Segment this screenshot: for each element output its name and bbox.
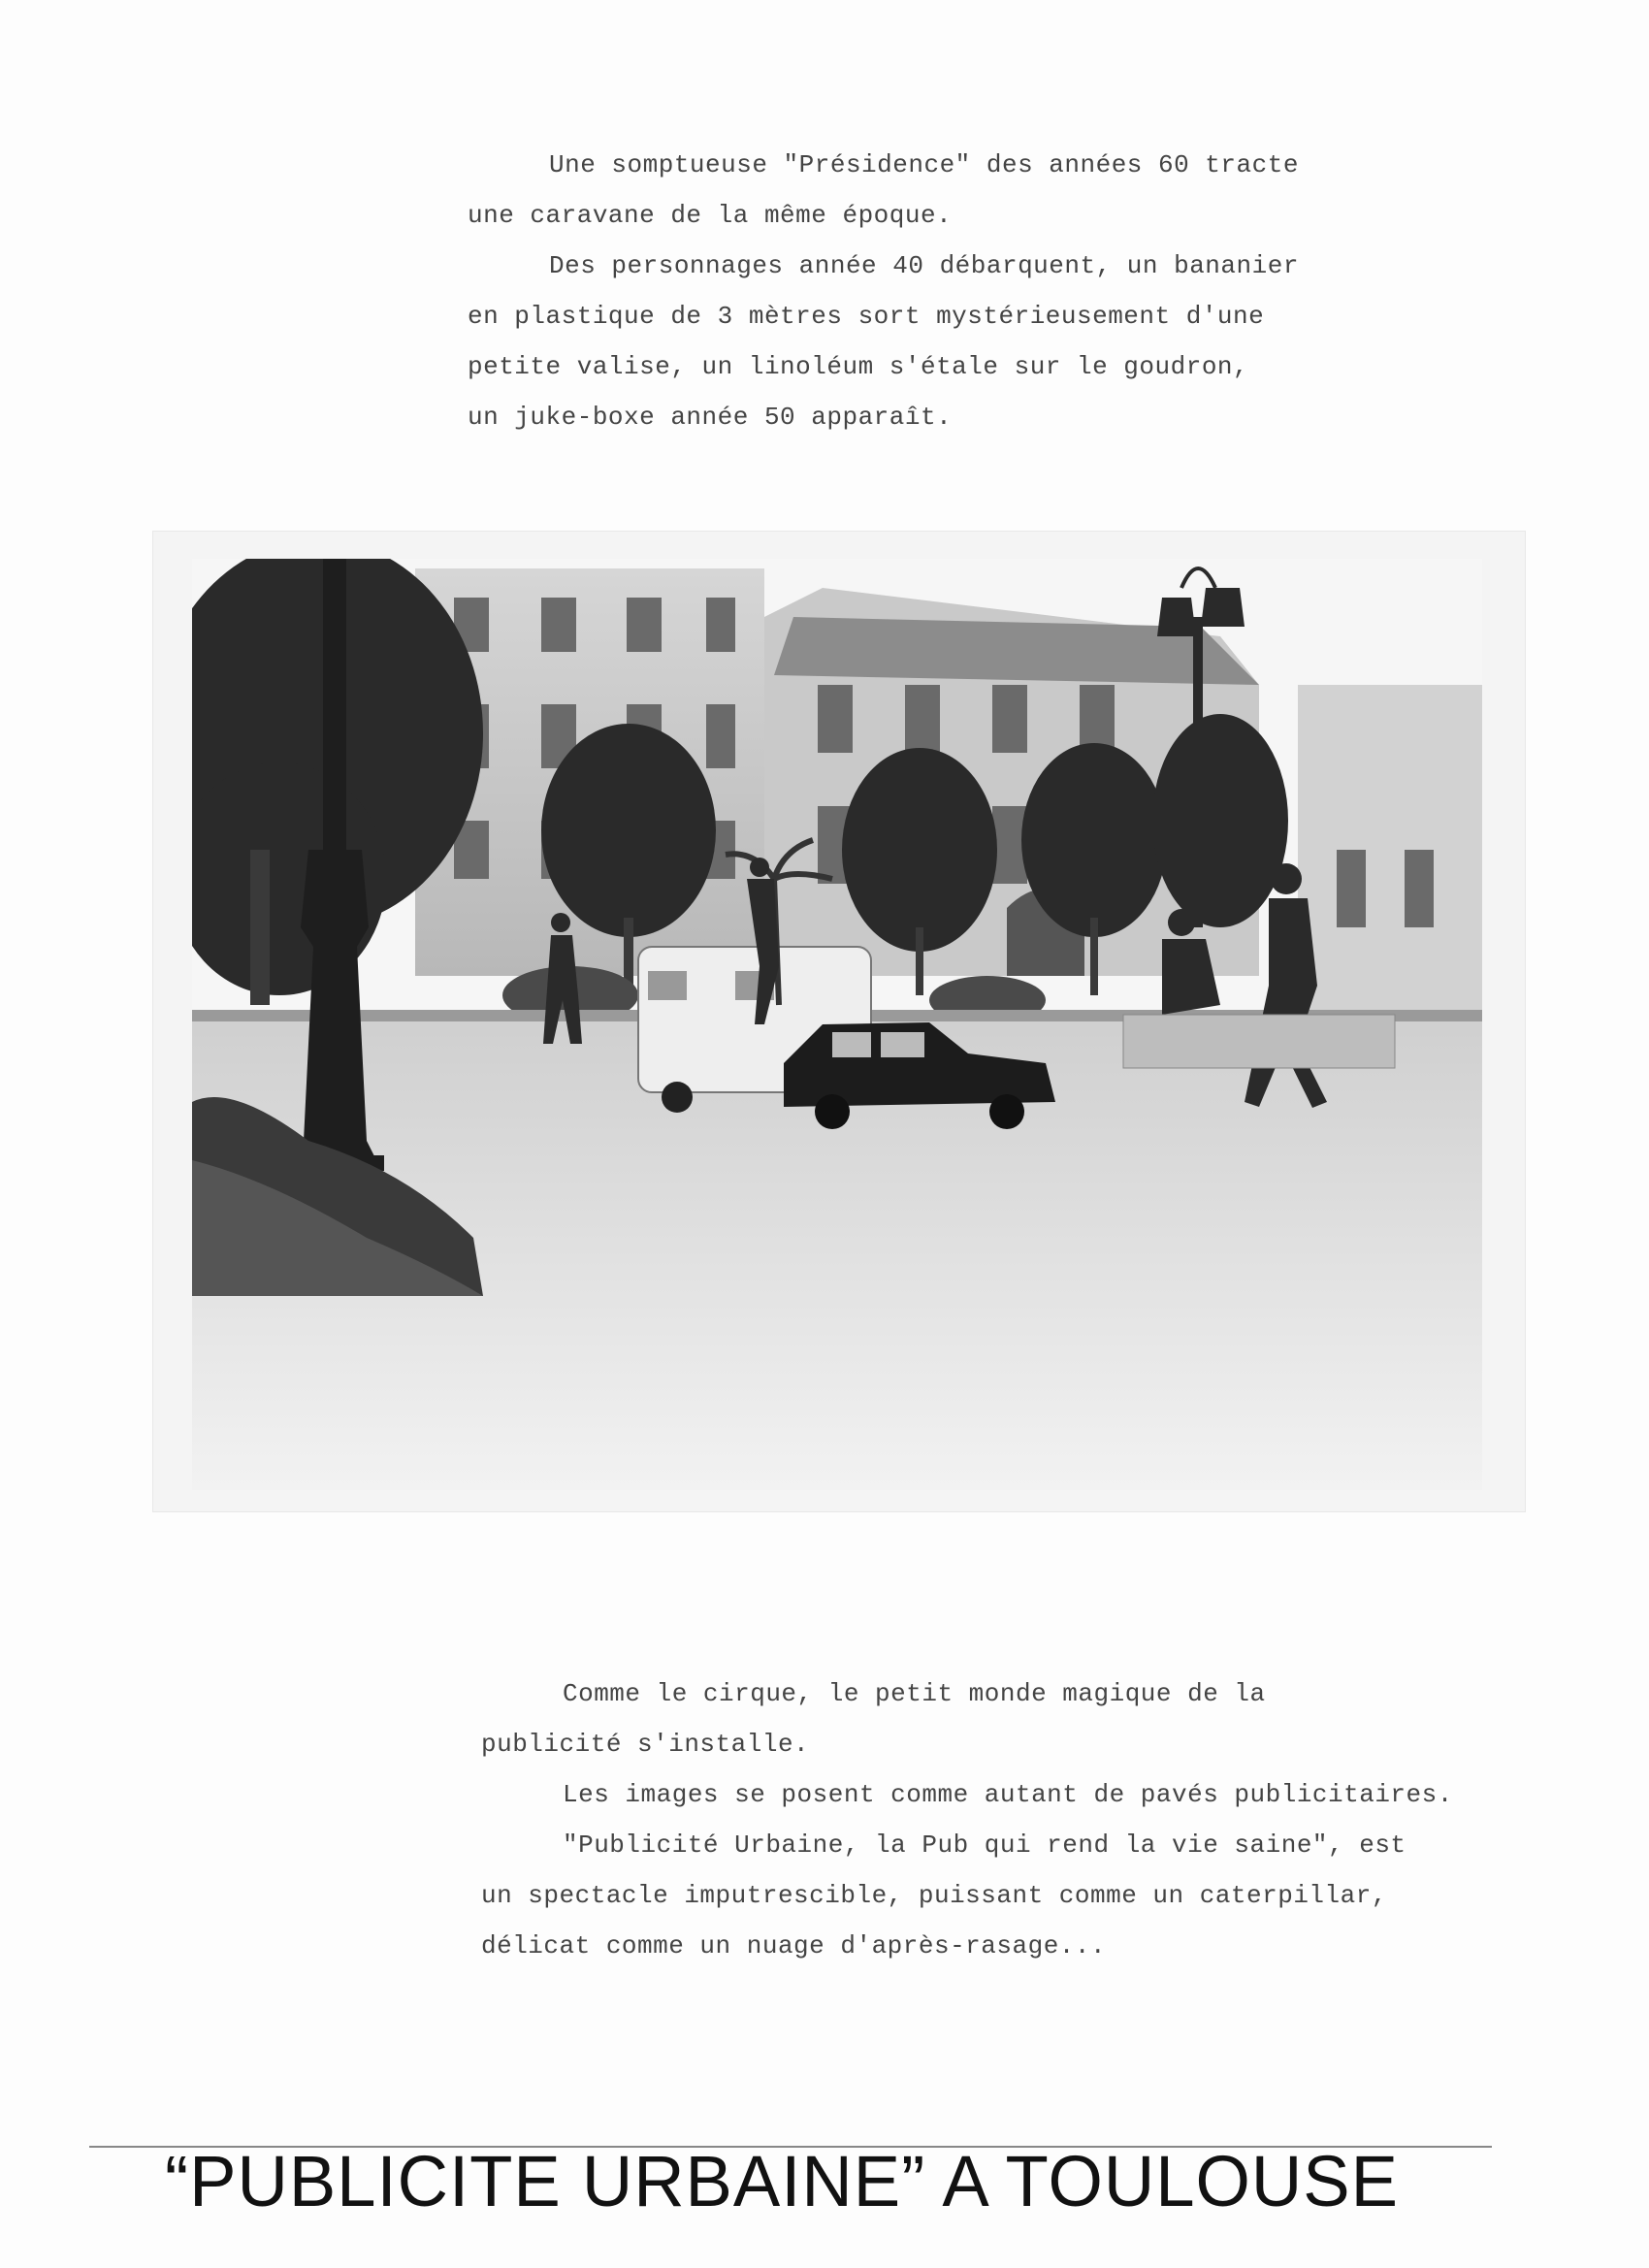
text-line: Les images se posent comme autant de pavés publicitaires.: [563, 1780, 1453, 1809]
text-line: un juke-boxe année 50 apparaît.: [468, 403, 953, 432]
top-text-block: [468, 140, 1299, 442]
text-line: un spectacle imputrescible, puissant comme un caterpillar,: [481, 1881, 1387, 1910]
text-line: Une somptueuse "Présidence" des années 60 tracte: [549, 150, 1299, 179]
text-line: petite valise, un linoléum s'étale sur le goudron,: [468, 352, 1249, 381]
page-title: “PUBLICITE URBAINE” A TOULOUSE: [165, 2141, 1399, 2221]
text-line: en plastique de 3 mètres sort mystérieusement d'une: [468, 302, 1265, 331]
text-line: délicat comme un nuage d'après-rasage...: [481, 1931, 1107, 1960]
text-line: publicité s'installe.: [481, 1730, 810, 1759]
text-line: une caravane de la même époque.: [468, 201, 953, 230]
text-line: Des personnages année 40 débarquent, un bananier: [549, 251, 1299, 280]
text-line: Comme le cirque, le petit monde magique de la: [563, 1679, 1266, 1708]
text-line: "Publicité Urbaine, la Pub qui rend la vie saine", est: [563, 1831, 1406, 1860]
bottom-text-block: [481, 1669, 1453, 1971]
photo-illustration: [192, 559, 1482, 1490]
street-scene-photo: [192, 559, 1482, 1490]
